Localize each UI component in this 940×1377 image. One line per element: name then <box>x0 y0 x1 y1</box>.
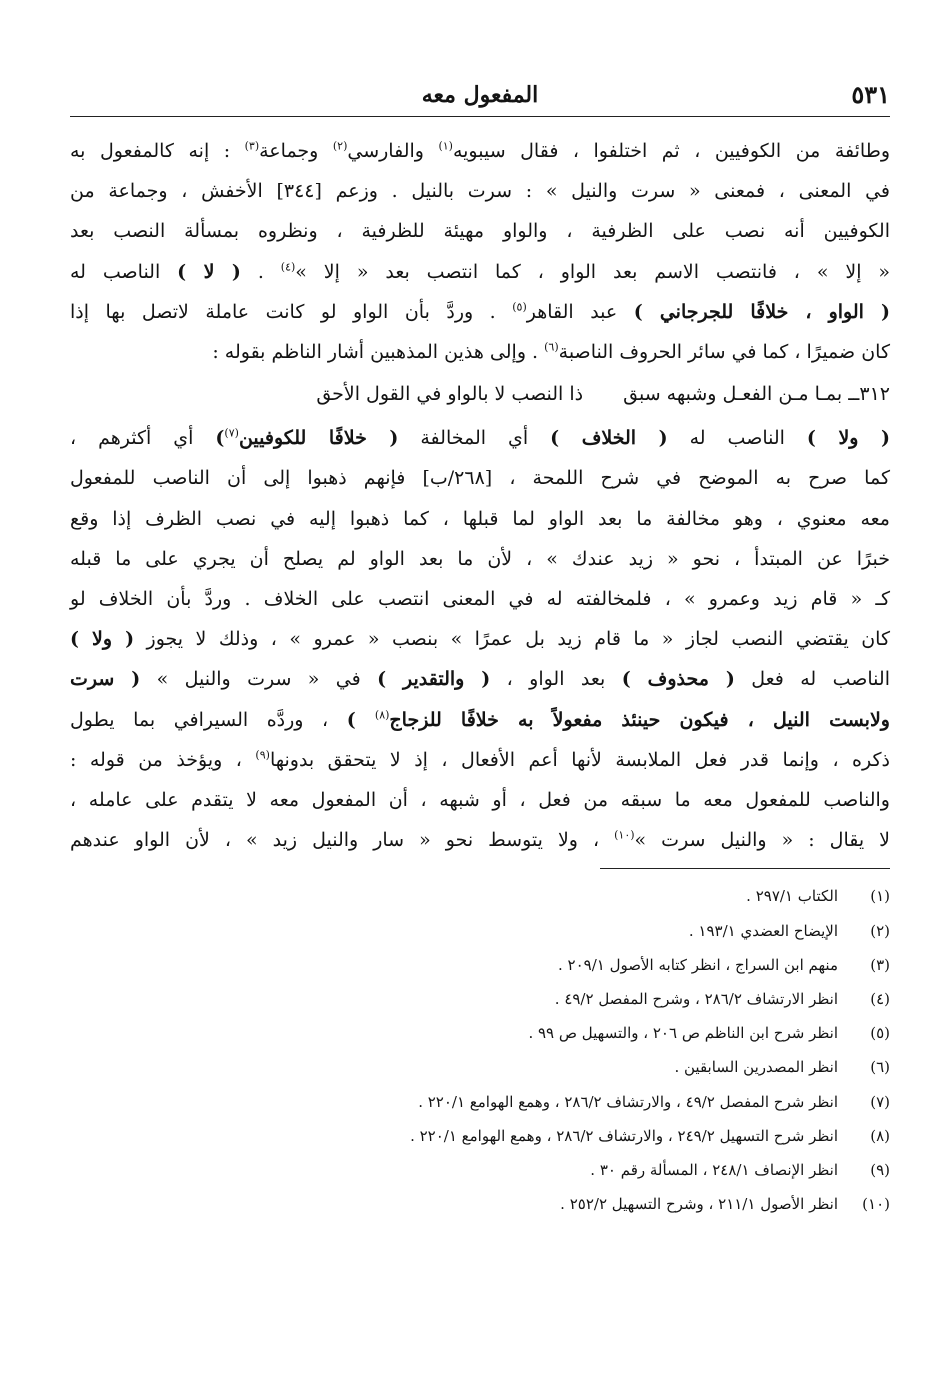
footnote: (٣) منهم ابن السراج ، انظر كتابه الأصول ٢٠٩/١ . <box>558 955 890 974</box>
footnote: (٧) انظر شرح المفصل ٤٩/٢ ، والارتشاف ٢٨٦/٢ ، وهمع الهوامع ٢٢٠/١ . <box>418 1092 890 1111</box>
text-line: كما صرح به الموضح في شرح اللمحة ، [٢٦٨/ب] فإنهم ذهبوا إلى أن الناصب للمفعول <box>70 467 890 490</box>
chapter-title: المفعول معه <box>421 82 539 108</box>
footnote: (٩) انظر الإنصاف ٢٤٨/١ ، المسألة رقم ٣٠ . <box>590 1161 890 1180</box>
footnote: (٥) انظر شرح ابن الناظم ص ٢٠٦ ، والتسهيل ص ٩٩ . <box>528 1024 890 1043</box>
footnote: (٦) انظر المصدرين السابقين . <box>674 1058 890 1077</box>
page-number: ٥٣١ <box>851 80 890 109</box>
text-line: « إلا » ، فانتصب الاسم بعد الواو ، كما انتصب بعد « إلا »$^{(٤)}$ . ( لا ) الناصب له <box>70 260 890 283</box>
footnote-separator <box>600 868 890 869</box>
text-line: الكوفيين أنه نصب على الظرفية ، والواو مهيئة للظرفية ، ونظروه بمسألة النصب بعد <box>70 220 890 243</box>
text-line: ( الواو ، خلافًا للجرجاني ) عبد القاهر$^{(٥)}$ . وردَّ بأن الواو لو كانت عاملة لاتصل بها إذا <box>70 300 891 323</box>
text-line: ذكره ، وإنما قدر فعل الملابسة لأنها أعم الأفعال ، إذ لا يتحقق بدونها$^{(٩)}$ ، ويؤخذ من قوله : <box>70 748 890 771</box>
footnote: (٨) انظر شرح التسهيل ٢٤٩/٢ ، والارتشاف ٢٨٦/٢ ، وهمع الهوامع ٢٢٠/١ . <box>410 1126 890 1145</box>
text-line: الناصب له فعل ( محذوف ) بعد الواو ، ( والتقدير ) في « سرت والنيل » ( سرت <box>70 668 890 691</box>
main-text <box>70 131 890 860</box>
text-line: في المعنى ، فمعنى « سرت والنيل » : سرت بالنيل . وزعم [٣٤٤] الأخفش ، وجماعة من <box>70 180 890 203</box>
text-line: وطائفة من الكوفيين ، ثم اختلفوا ، فقال سيبويه$^{(١)}$ والفارسي$^{(٢)}$ وجماعة$^{(٣)}$ : إنه كالمفعول به <box>70 139 891 162</box>
footnote: (٢) الإيضاح العضدي ١٩٣/١ . <box>688 921 890 940</box>
footnote: (١) الكتاب ٢٩٧/١ . <box>746 887 890 906</box>
verse-first-hemistich: ٣١٢ــ بمـا مـن الفعـل وشبهه سبق <box>623 383 890 406</box>
text-line: معه معنوي ، وهو مخالفة ما بعد الواو لما قبلها ، كما ذهبوا إليه في نصب الظرف إذا وقع <box>70 507 890 530</box>
footnotes-list <box>70 879 890 1221</box>
text-line: كان يقتضي النصب لجاز « ما قام زيد بل عمرًا » بنصب « عمرو » ، وذلك لا يجوز ( ولا ) <box>70 628 890 651</box>
book-page <box>70 78 890 1221</box>
text-line: ( ولا ) الناصب له ( الخلاف ) أي المخالفة ( خلافًا للكوفيين$^{(٧)}$) أي أكثرهم ، <box>70 426 890 450</box>
text-line: كـ « قام زيد وعمرو » ، فلمخالفته له في المعنى انتصب على الخلاف . وردَّ بأن الخلاف لو <box>70 588 890 611</box>
verse-second-hemistich: ذا النصب لا بالواو في القول الأحق <box>316 383 584 406</box>
text-line: والناصب للمفعول معه ما سبقه من فعل ، أو شبهه ، أن المفعول معه لا يتقدم على عامله ، <box>70 789 890 812</box>
text-line: خبرًا عن المبتدأ ، نحو « زيد عندك » ، لأن ما بعد الواو لم يصلح أن يجري على ما قبله <box>70 547 890 570</box>
footnote: (١٠) انظر الأصول ٢١١/١ ، وشرح التسهيل ٢٥٢/٢ . <box>560 1195 890 1214</box>
poetry-verse <box>70 374 890 414</box>
text-line: لا يقال : « والنيل سرت »$^{(١٠)}$ ، ولا يتوسط نحو « سار والنيل زيد » ، لأن الواو عندهم <box>70 828 890 852</box>
running-header <box>70 78 890 117</box>
footnote: (٤) انظر الارتشاف ٢٨٦/٢ ، وشرح المفصل ٤٩/٢ . <box>554 990 890 1009</box>
text-line: كان ضميرًا ، كما في سائر الحروف الناصبة$^{(٦)}$ . وإلى هذين المذهبين أشار الناظم بقوله : <box>212 340 890 364</box>
text-line: ولابست النيل ، فيكون حينئذ مفعولاً به خلافًا للزجاج$^{(٨)}$ ) ، وردَّه السيرافي بما يطول <box>70 708 890 731</box>
